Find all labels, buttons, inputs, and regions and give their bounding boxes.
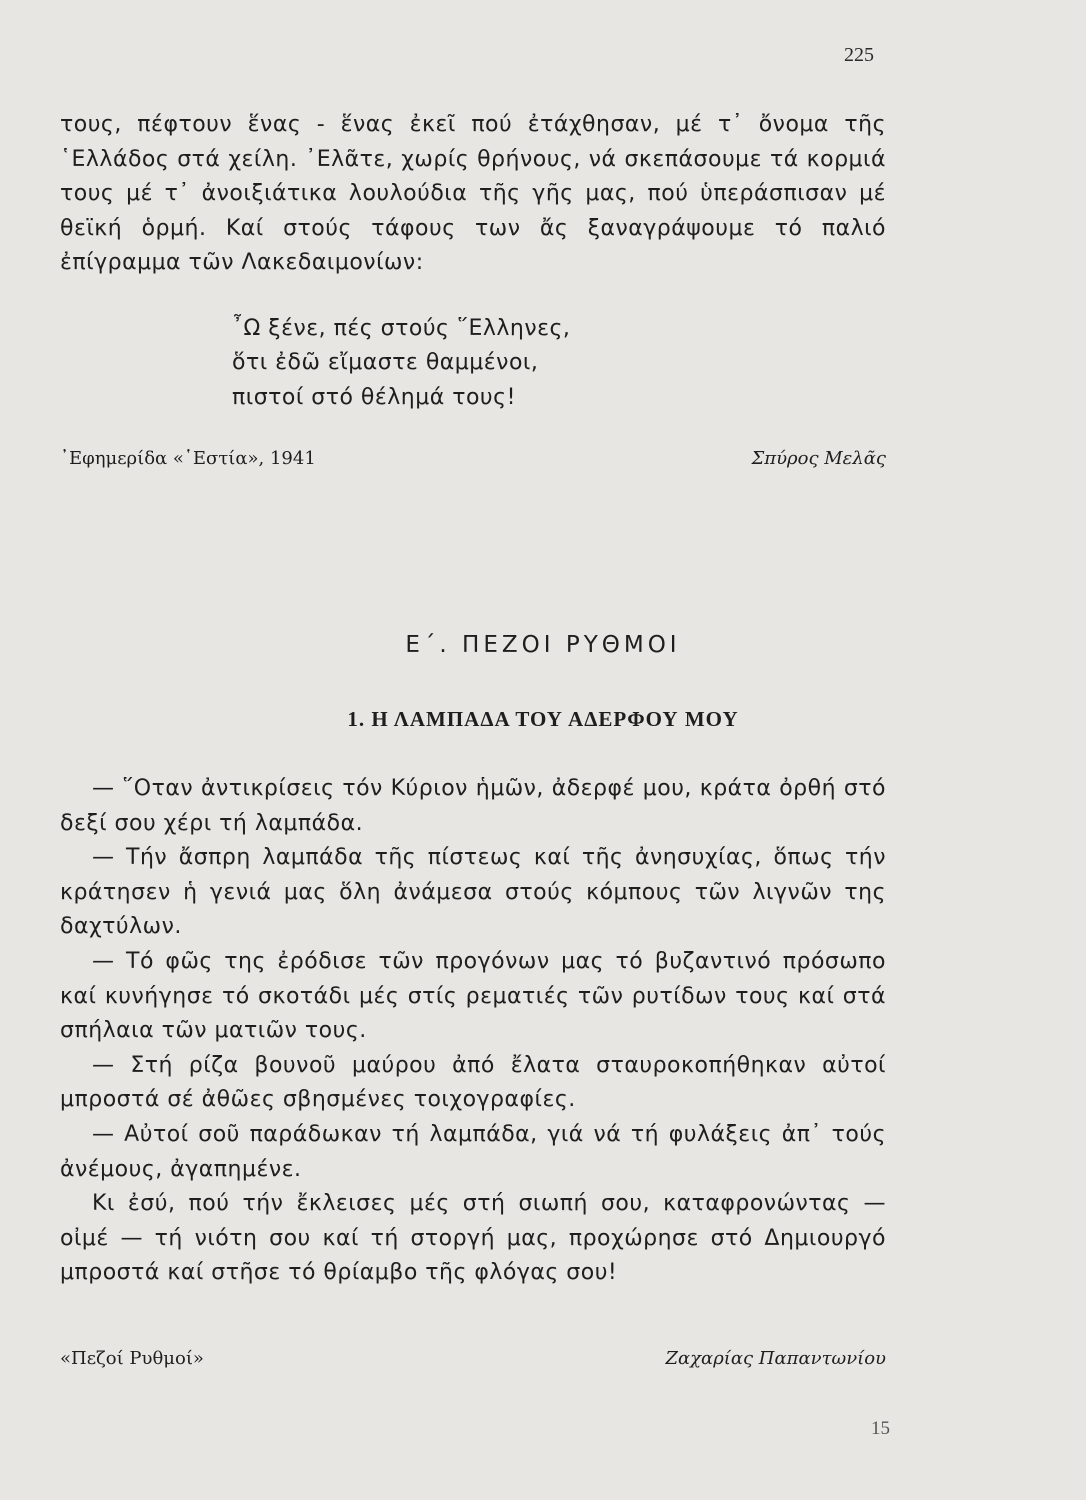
epigram-line-1: ῏Ω ξένε, πές στούς ῞Ελληνες, <box>232 316 571 341</box>
poem-paragraph: Κι ἐσύ, πού τήν ἔκλεισες μές στή σιωπή σου, καταφρονώντας — οἰμέ — τή νιότη σου καί τή στοργή μας, προχώρησε στό Δημιουργό μπροστά καί στῆσε τό θρίαμβο τῆς φλόγας σου! <box>60 1191 886 1286</box>
poem-paragraph: — Τό φῶς της ἐρόδισε τῶν προγόνων μας τό βυζαντινό πρόσωπο καί κυνήγησε τό σκοτάδι μές στίς ρεματιές τῶν ρυτίδων τους καί στά σπήλαια τῶν ματιῶν τους. <box>60 948 886 1044</box>
poem-paragraph: — Τήν ἄσπρη λαμπάδα τῆς πίστεως καί τῆς ἀνησυχίας, ὅπως τήν κράτησεν ἡ γενιά μας ὅλη ἀνάμεσα στούς κόμπους τῶν λιγνῶν της δαχτύλων. <box>60 845 886 940</box>
intro-paragraph: τους, πέφτουν ἕνας - ἕνας ἐκεῖ πού ἐτάχθησαν, μέ τ᾿ ὄνομα τῆς ῾Ελλάδος στά χείλη. ᾿Ελᾶτε, χωρίς θρήνους, νά σκεπάσουμε τά κορμιά τους μέ τ᾿ ἀνοιξιάτικα λουλούδια τῆς γῆς μας, πού ὑπεράσπισαν μέ θεϊκή ὁρμή. Καί στούς τάφους των ἄς ξαναγράψουμε τό παλιό ἐπίγραμμα τῶν Λακεδαιμονίων: <box>60 112 886 276</box>
source-citation: ᾿Εφημερίδα «῾Εστία», 1941 <box>60 448 316 469</box>
source-citation: «Πεζοί Ρυθμοί» <box>60 1348 204 1369</box>
author-name: Σπύρος Μελᾶς <box>751 448 886 469</box>
poem-paragraph: — ῞Οταν ἀντικρίσεις τόν Κύριον ἡμῶν, ἀδερφέ μου, κράτα ὀρθή στό δεξί σου χέρι τή λαμπάδα. <box>60 776 886 836</box>
page-number-bottom: 15 <box>871 1418 890 1439</box>
poem-title: 1. Η ΛΑΜΠΑΔΑ ΤΟΥ ΑΔΕΡΦΟΥ ΜΟΥ <box>347 707 739 731</box>
epigram-line-3: πιστοί στό θέλημά τους! <box>232 384 516 410</box>
epigram-line-2: ὅτι ἐδῶ εἴμαστε θαμμένοι, <box>232 350 539 376</box>
intro-text-block <box>60 108 886 281</box>
section-heading: Ε΄. ΠΕΖΟΙ ΡΥΘΜΟΙ <box>405 632 681 658</box>
author-name: Ζαχαρίας Παπαντωνίου <box>665 1348 886 1369</box>
poem-paragraph: — Αὐτοί σοῦ παράδωκαν τή λαμπάδα, γιά νά τή φυλάξεις ἀπ᾿ τούς ἀνέμους, ἀγαπημένε. <box>60 1121 886 1182</box>
page-number-top: 225 <box>844 44 874 66</box>
poem-paragraph: — Στή ρίζα βουνοῦ μαύρου ἀπό ἔλατα σταυροκοπήθηκαν αὐτοί μπροστά σέ ἀθῶες σβησμένες τοιχογραφίες. <box>60 1052 886 1113</box>
epigram <box>232 312 570 415</box>
poem-text-block <box>60 772 886 1291</box>
